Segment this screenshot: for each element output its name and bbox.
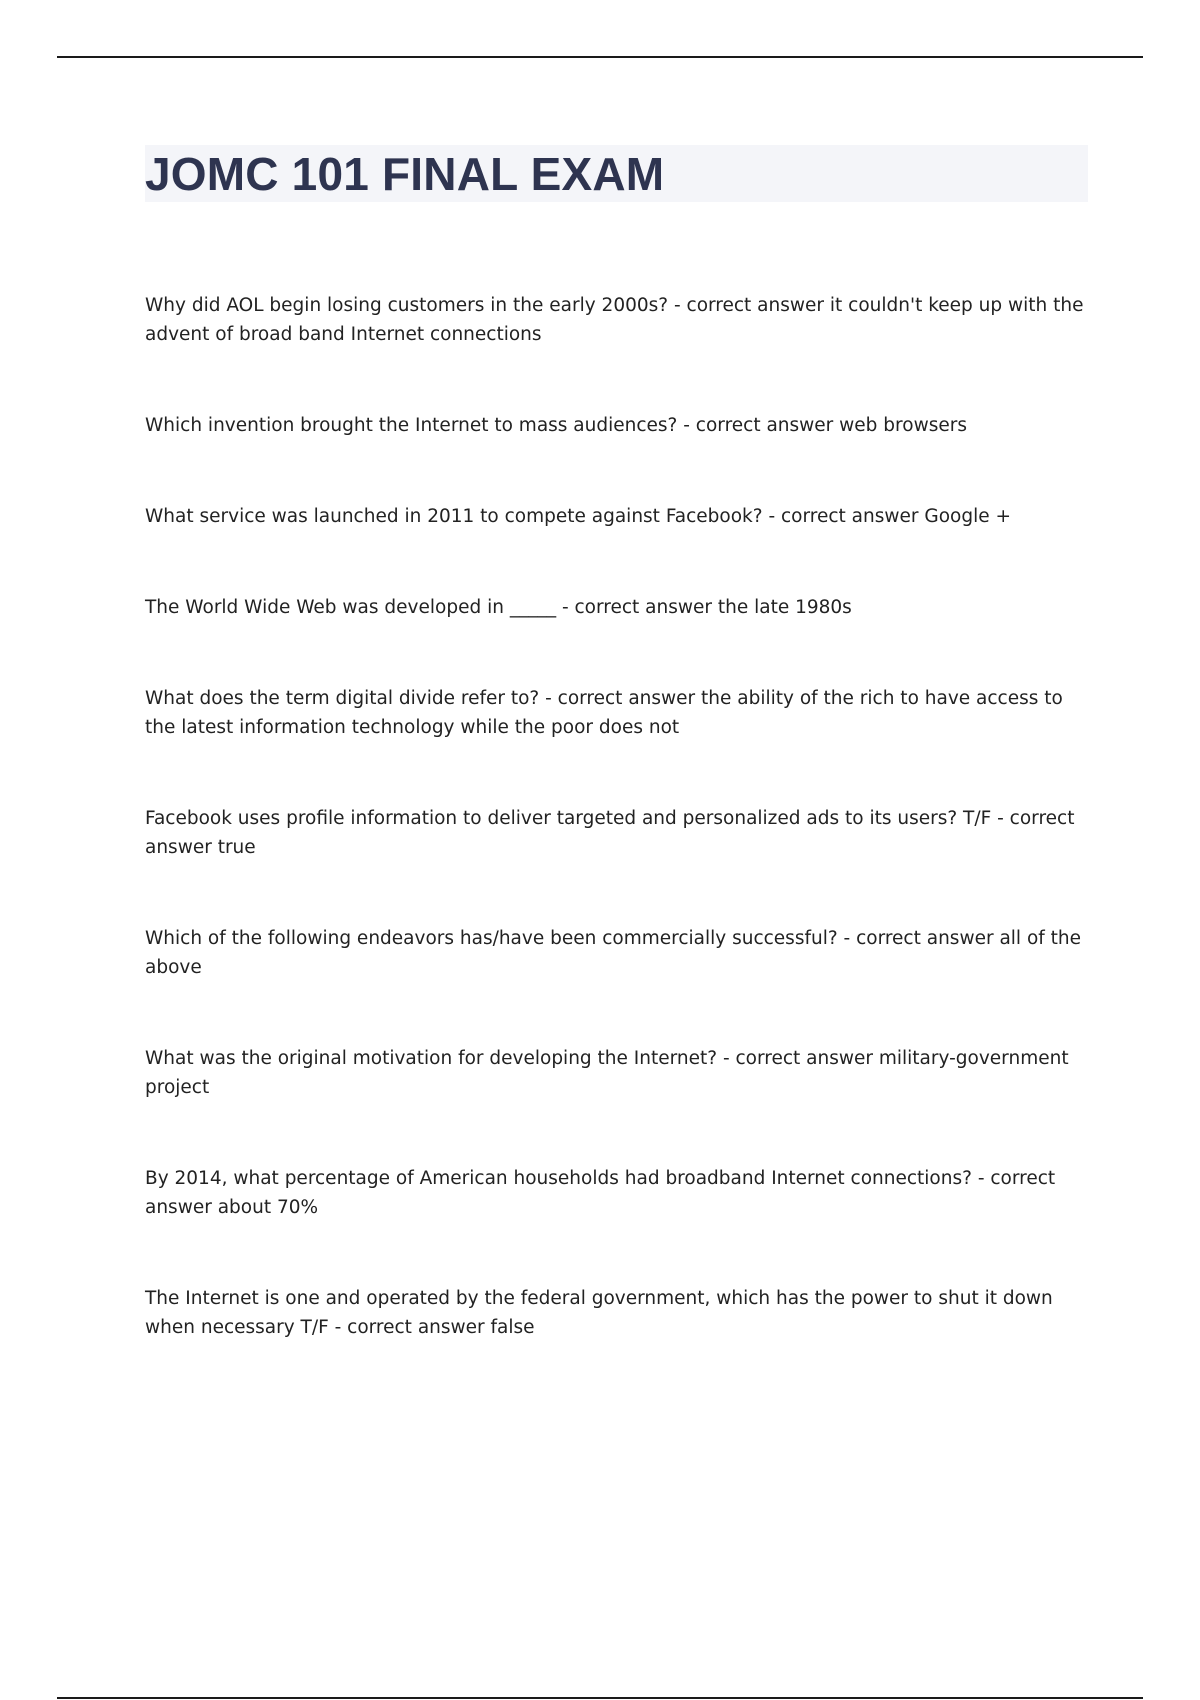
qa-item-9: By 2014, what percentage of American households had broadband Internet connections? - correct answer about 70% [145, 1168, 1056, 1218]
qa-item-3: What service was launched in 2011 to compete against Facebook? - correct answer Google + [145, 506, 1011, 527]
top-divider [57, 56, 1143, 58]
qa-item-8: What was the original motivation for developing the Internet? - correct answer military-government project [145, 1048, 1069, 1098]
page-title: JOMC 101 FINAL EXAM [145, 148, 665, 200]
qa-item-10: The Internet is one and operated by the federal government, which has the power to shut it down when necessary T/F - correct answer false [145, 1288, 1053, 1338]
qa-item-7: Which of the following endeavors has/have been commercially successful? - correct answer all of the above [145, 928, 1082, 978]
qa-item-1: Why did AOL begin losing customers in the early 2000s? - correct answer it couldn't keep up with the advent of broad band Internet connections [145, 295, 1084, 345]
bottom-divider [57, 1697, 1143, 1699]
qa-item-5: What does the term digital divide refer to? - correct answer the ability of the rich to have access to the latest information technology while the poor does not [145, 688, 1063, 738]
qa-item-2: Which invention brought the Internet to mass audiences? - correct answer web browsers [145, 415, 967, 436]
qa-item-4: The World Wide Web was developed in _____ - correct answer the late 1980s [145, 597, 852, 618]
qa-item-6: Facebook uses profile information to deliver targeted and personalized ads to its users? T/F - correct answer true [145, 808, 1075, 858]
